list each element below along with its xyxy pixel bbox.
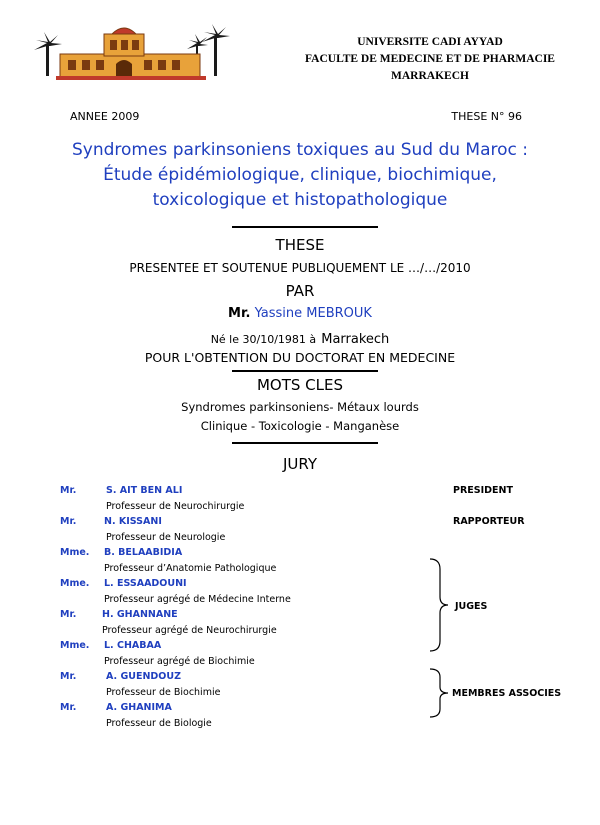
author-title: Mr. bbox=[228, 306, 251, 321]
university-header bbox=[280, 34, 580, 85]
member-role: Professeur de Biologie bbox=[106, 718, 212, 729]
birth-line bbox=[0, 328, 600, 347]
role-associes: MEMBRES ASSOCIES bbox=[452, 688, 562, 699]
member-title: Mr. bbox=[60, 671, 77, 682]
keywords-heading: MOTS CLES bbox=[256, 376, 344, 394]
member-title: Mme. bbox=[60, 640, 90, 651]
thesis-title bbox=[0, 138, 600, 213]
list-item bbox=[60, 516, 460, 547]
keywords-line: Clinique - Toxicologie - Manganèse bbox=[200, 419, 400, 433]
member-role: Professeur de Biochimie bbox=[106, 687, 221, 698]
par-label: PAR bbox=[285, 282, 315, 300]
member-name: L. ESSAADOUNI bbox=[104, 578, 187, 589]
list-item bbox=[60, 578, 460, 609]
member-name: S. AIT BEN ALI bbox=[106, 485, 183, 496]
member-title: Mme. bbox=[60, 547, 90, 558]
brace-icon bbox=[428, 667, 450, 719]
member-name: L. CHABAA bbox=[104, 640, 162, 651]
member-title: Mr. bbox=[60, 702, 77, 713]
faculty-building-icon bbox=[56, 28, 206, 80]
brace-icon bbox=[428, 557, 450, 653]
member-title: Mr. bbox=[60, 485, 77, 496]
member-role: Professeur de Neurologie bbox=[106, 532, 226, 543]
member-role: Professeur de Neurochirurgie bbox=[106, 501, 245, 512]
member-title: Mr. bbox=[60, 609, 77, 620]
birth-place: Marrakech bbox=[321, 332, 390, 347]
author-name: Yassine MEBROUK bbox=[254, 306, 372, 321]
divider bbox=[232, 370, 378, 372]
list-item bbox=[60, 702, 460, 733]
city-name: MARRAKECH bbox=[391, 70, 469, 82]
role-rapporteur: RAPPORTEUR bbox=[453, 516, 525, 527]
member-name: A. GUENDOUZ bbox=[106, 671, 181, 682]
divider bbox=[232, 442, 378, 444]
faculty-name: FACULTE DE MEDECINE ET DE PHARMACIE bbox=[305, 53, 555, 65]
list-item bbox=[60, 640, 460, 671]
palm-tree-icon bbox=[34, 32, 62, 76]
member-role: Professeur agrégé de Médecine Interne bbox=[104, 594, 291, 605]
role-juges: JUGES bbox=[455, 601, 488, 612]
keywords-line: Syndromes parkinsoniens- Métaux lourds bbox=[181, 400, 419, 414]
member-name: B. BELAABIDIA bbox=[104, 547, 183, 558]
title-line: Syndromes parkinsoniens toxiques au Sud du Maroc : bbox=[71, 140, 529, 160]
member-role: Professeur agrégé de Biochimie bbox=[104, 656, 255, 667]
divider bbox=[232, 226, 378, 228]
presented-line: PRESENTEE ET SOUTENUE PUBLIQUEMENT LE …/…/2010 bbox=[129, 261, 471, 275]
these-heading: THESE bbox=[275, 236, 325, 254]
list-item bbox=[60, 609, 460, 640]
palm-tree-icon bbox=[202, 24, 230, 76]
degree-line: POUR L'OBTENTION DU DOCTORAT EN MEDECINE bbox=[144, 350, 456, 365]
member-title: Mme. bbox=[60, 578, 90, 589]
birth-date: Né le 30/10/1981 à bbox=[210, 333, 317, 346]
member-name: H. GHANNANE bbox=[102, 609, 178, 620]
university-name: UNIVERSITE CADI AYYAD bbox=[357, 36, 503, 48]
list-item bbox=[60, 671, 460, 702]
list-item bbox=[60, 547, 460, 578]
title-line: toxicologique et histopathologique bbox=[152, 190, 448, 210]
title-line: Étude épidémiologique, clinique, biochimique, bbox=[103, 165, 497, 185]
author-line bbox=[0, 306, 600, 321]
member-role: Professeur agrégé de Neurochirurgie bbox=[102, 625, 277, 636]
faculty-logo bbox=[32, 20, 232, 86]
thesis-number: THESE N° 96 bbox=[451, 110, 522, 123]
list-item bbox=[60, 485, 460, 516]
member-title: Mr. bbox=[60, 516, 77, 527]
member-name: A. GHANIMA bbox=[106, 702, 172, 713]
member-name: N. KISSANI bbox=[104, 516, 162, 527]
role-president: PRESIDENT bbox=[453, 485, 513, 496]
jury-list bbox=[60, 485, 460, 733]
year-label: ANNEE 2009 bbox=[70, 110, 140, 123]
jury-heading: JURY bbox=[282, 455, 318, 473]
member-role: Professeur d’Anatomie Pathologique bbox=[104, 563, 277, 574]
